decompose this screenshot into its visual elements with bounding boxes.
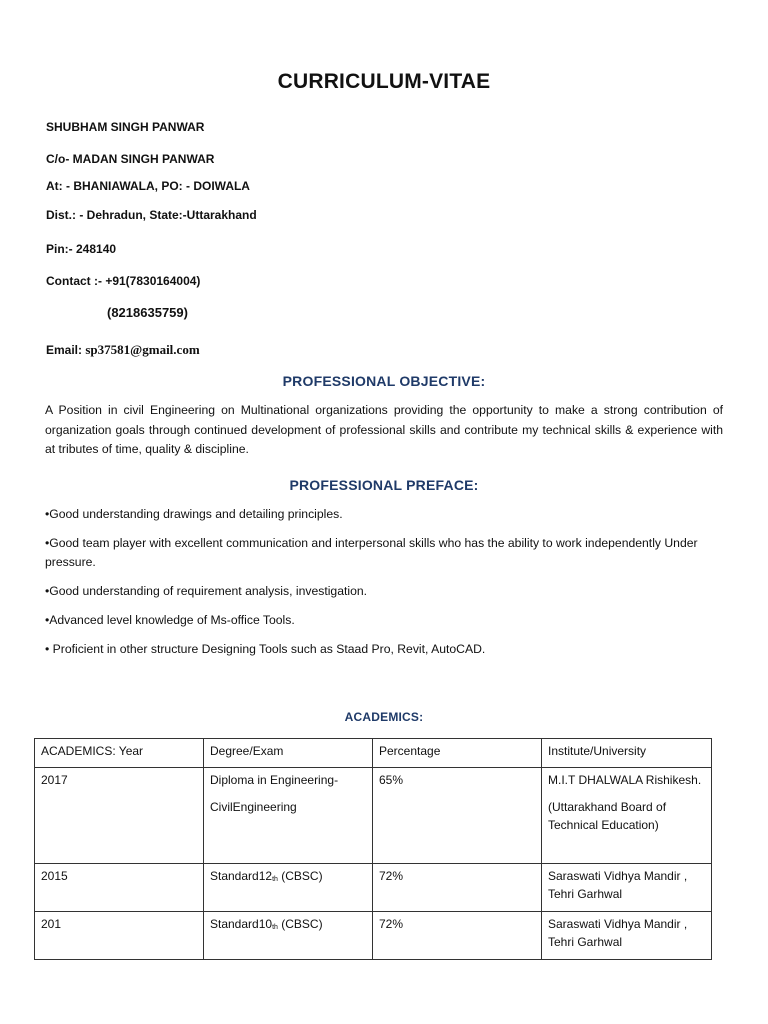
institute-subtext: (Uttarakhand Board of Technical Education)	[548, 800, 667, 832]
table-row	[35, 768, 712, 864]
email-line	[46, 342, 200, 358]
degree-text: Standard12	[210, 869, 273, 883]
preface-bullet: •Advanced level knowledge of Ms-office Tools.	[45, 613, 295, 627]
address-line-1: At: - BHANIAWALA, PO: - DOIWALA	[46, 179, 250, 193]
contact-phone-alt: (8218635759)	[107, 305, 188, 320]
academics-table	[34, 738, 712, 960]
pin-code-line: Pin:- 248140	[46, 242, 117, 256]
degree-tail: (CBSC)	[277, 869, 323, 883]
column-header: Percentage	[373, 739, 542, 768]
degree-cell	[204, 768, 373, 864]
year-cell: 2015	[35, 864, 204, 912]
address-line-2: Dist.: - Dehradun, State:-Uttarakhand	[46, 208, 257, 222]
institute-cell: Saraswati Vidhya Mandir , Tehri Garhwal	[542, 912, 712, 960]
degree-cell	[204, 864, 373, 912]
degree-text: Standard10	[210, 917, 273, 931]
table-header-row	[35, 739, 712, 768]
preface-heading: PROFESSIONAL PREFACE:	[289, 477, 479, 493]
column-header: Institute/University	[542, 739, 712, 768]
table-row	[35, 864, 712, 912]
degree-cell	[204, 912, 373, 960]
degree-tail: (CBSC)	[277, 917, 323, 931]
degree-subtext: CivilEngineering	[210, 800, 297, 814]
institute-cell	[542, 768, 712, 864]
applicant-name: SHUBHAM SINGH PANWAR	[46, 120, 205, 134]
email-label: Email:	[46, 343, 86, 357]
column-header: ACADEMICS: Year	[35, 739, 204, 768]
year-cell: 2017	[35, 768, 204, 864]
care-of-line: C/o- MADAN SINGH PANWAR	[46, 152, 215, 166]
preface-bullet: •Good team player with excellent communication and interpersonal skills who has the ability to work independently Under pressure.	[45, 536, 698, 569]
table-row	[35, 912, 712, 960]
email-address: sp37581@gmail.com	[85, 342, 200, 357]
preface-bullet: • Proficient in other structure Designing Tools such as Staad Pro, Revit, AutoCAD.	[45, 642, 486, 656]
column-header: Degree/Exam	[204, 739, 373, 768]
percentage-cell: 65%	[373, 768, 542, 864]
percentage-cell: 72%	[373, 864, 542, 912]
degree-text: Diploma in Engineering-	[210, 773, 339, 787]
preface-bullet: •Good understanding of requirement analysis, investigation.	[45, 584, 368, 598]
institute-cell: Saraswati Vidhya Mandir , Tehri Garhwal	[542, 864, 712, 912]
objective-text: A Position in civil Engineering on Multinational organizations providing the opportunity to make a strong contribution of organization goals through continued development of professional skills and contribute my technical skills & experience with at tributes of time, quality & discipline.	[45, 403, 723, 456]
objective-heading: PROFESSIONAL OBJECTIVE:	[282, 373, 486, 389]
contact-phone-line: Contact :- +91(7830164004)	[46, 274, 201, 288]
percentage-cell: 72%	[373, 912, 542, 960]
degree-suffix: th	[272, 924, 278, 931]
year-cell: 201	[35, 912, 204, 960]
document-title: CURRICULUM-VITAE	[277, 70, 491, 93]
institute-text: M.I.T DHALWALA Rishikesh.	[548, 773, 702, 787]
preface-bullet: •Good understanding drawings and detailing principles.	[45, 507, 343, 521]
degree-suffix: th	[272, 876, 278, 883]
academics-heading: ACADEMICS:	[344, 710, 424, 724]
